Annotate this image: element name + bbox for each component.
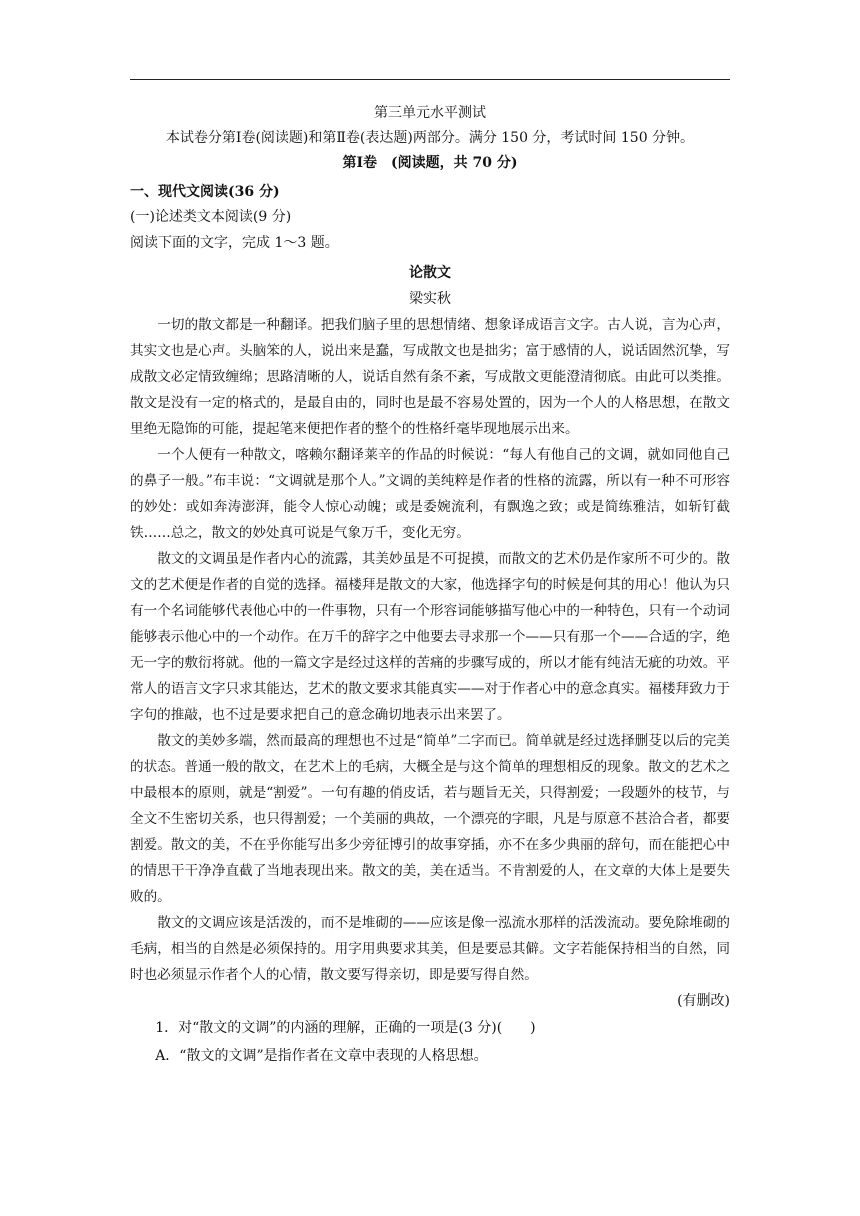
section-heading: 一、现代文阅读(36 分): [130, 184, 280, 200]
header-rule: [130, 79, 730, 80]
article-paragraph: 散文的文调应该是活泼的，而不是堆砌的——应该是像一泓流水那样的活泼流动。要免除堆砌的毛病，相当的自然是必须保持的。用字用典要求其美，但是要忌其僻。文字若能保持相当的自然，同时也必须显示作者个人的心情，散文要写得亲切，即是要写得自然。: [130, 915, 730, 983]
unit-title: 第三单元水平测试: [374, 105, 486, 121]
source-note: (有删改): [677, 993, 730, 1009]
subsection-heading: (一)论述类文本阅读(9 分): [130, 209, 292, 225]
article-paragraph: 一个人便有一种散文，喀赖尔翻译莱辛的作品的时候说：“每人有他自己的文调，就如同他自己的鼻子一般。”布丰说：“文调就是那个人。”文调的美纯粹是作者的性格的流露，所以有一种不可形容的妙处：或如奔涛澎湃，能令人惊心动魄；或是委婉流利，有飘逸之致；或是简练雅洁，如斩钉截铁……总之，散文的妙处真可说是气象万千，变化无穷。: [130, 447, 730, 541]
article-author: 梁实秋: [409, 291, 451, 307]
article-title: 论散文: [409, 265, 451, 281]
content: [130, 100, 730, 1070]
part-title: 第Ⅰ卷 (阅读题，共 70 分): [342, 155, 518, 171]
exam-info: 本试卷分第Ⅰ卷(阅读题)和第Ⅱ卷(表达题)两部分。满分 150 分，考试时间 150 分钟。: [165, 130, 695, 146]
article-paragraph: 散文的美妙多端，然而最高的理想也不过是“简单”二字而已。简单就是经过选择删芟以后的完美的状态。普通一般的散文，在艺术上的毛病，大概全是与这个简单的理想相反的现象。散文的艺术之中最根本的原则，就是“割爱”。一句有趣的俏皮话，若与题旨无关，只得割爱；一段题外的枝节，与全文不生密切关系，也只得割爱；一个美丽的典故，一个漂亮的字眼，凡是与原意不甚洽合者，都要割爱。散文的美，不在乎你能写出多少旁征博引的故事穿插，亦不在多少典丽的辞句，而在能把心中的情思干干净净直截了当地表现出来。散文的美，美在适当。不肯割爱的人，在文章的大体上是要失败的。: [130, 733, 730, 905]
article-paragraph: 一切的散文都是一种翻译。把我们脑子里的思想情绪、想象译成语言文字。古人说，言为心声，其实文也是心声。头脑笨的人，说出来是蠢，写成散文也是拙劣；富于感情的人，说话固然沉挚，写成散文必定情致缠绵；思路清晰的人，说话自然有条不紊，写成散文更能澄清彻底。由此可以类推。散文是没有一定的格式的，是最自由的，同时也是最不容易处置的，因为一个人的人格思想，在散文里绝无隐饰的可能，提起笔来便把作者的整个的性格纤毫毕现地展示出来。: [130, 317, 730, 437]
article-paragraph: 散文的文调虽是作者内心的流露，其美妙虽是不可捉摸，而散文的艺术仍是作家所不可少的。散文的艺术便是作者的自觉的选择。福楼拜是散文的大家，他选择字句的时候是何其的用心！他认为只有一个名词能够代表他心中的一件事物，只有一个形容词能够描写他心中的一种特色，只有一个动词能够表示他心中的一个动作。在万千的辞字之中他要去寻求那一个——只有那一个——合适的字，绝无一字的敷衍将就。他的一篇文字是经过这样的苦痛的步骤写成的，所以才能有纯洁无疵的功效。平常人的语言文字只求其能达，艺术的散文要求其能真实——对于作者心中的意念真实。福楼拜致力于字句的推敲，也不过是要求把自己的意念确切地表示出来罢了。: [130, 551, 730, 723]
question-option-a: A．“散文的文调”是指作者在文章中表现的人格思想。: [155, 1048, 488, 1064]
question-stem: 1．对“散文的文调”的内涵的理解，正确的一项是(3 分)( ): [155, 1020, 536, 1036]
instruction: 阅读下面的文字，完成 1～3 题。: [130, 235, 339, 251]
